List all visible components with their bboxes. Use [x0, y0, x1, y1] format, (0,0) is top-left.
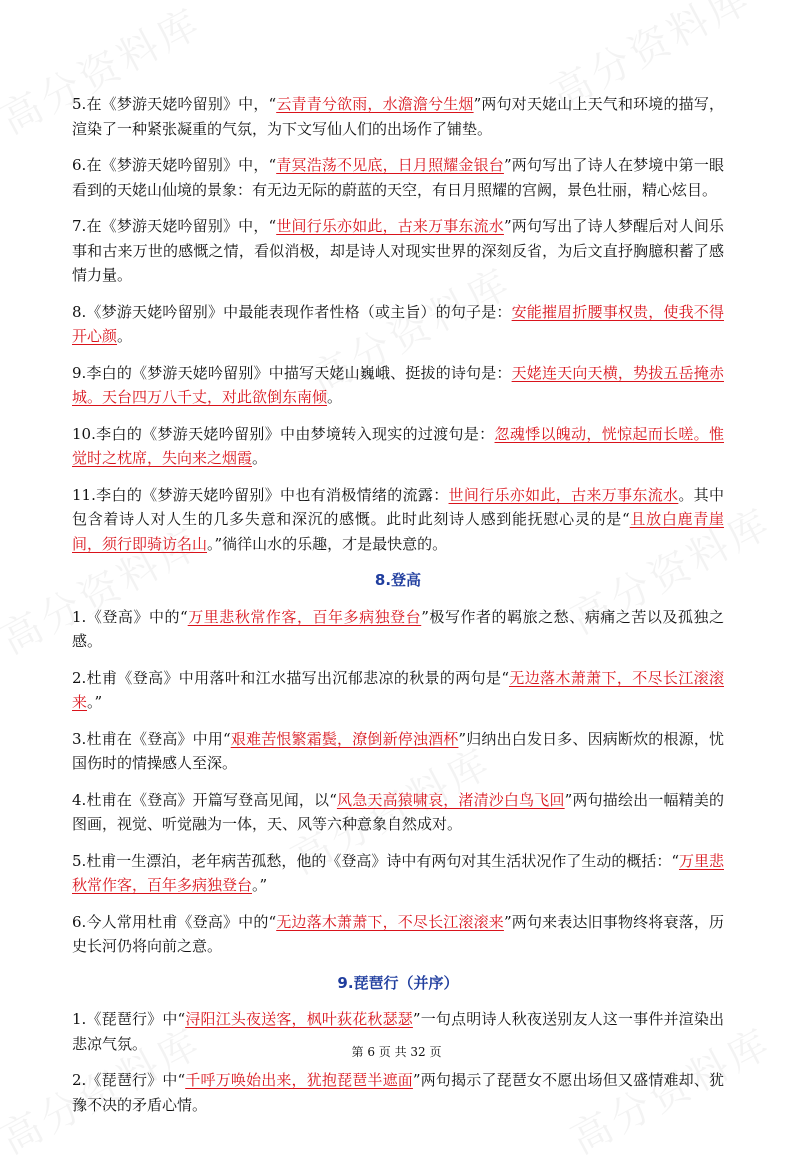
answer-text: 浔阳江头夜送客，枫叶荻花秋瑟瑟	[185, 1010, 413, 1028]
answer-text: 风急天高猿啸哀，渚清沙白鸟飞回	[336, 790, 565, 809]
question-item: 2.《琵琶行》中“千呼万唤始出来，犹抱琵琶半遮面”两句揭示了琵琶女不愿出场但又盛情难却、犹豫不决的矛盾心情。	[72, 1071, 725, 1114]
question-item: 3.杜甫在《登高》中用“艰难苦恨繁霜鬓，潦倒新停浊酒杯”归纳出白发日多、因病断炊的根源，忧国伤时的情操感人至深。	[72, 729, 724, 772]
question-item: 9.李白的《梦游天姥吟留别》中描写天姥山巍峨、挺拔的诗句是：天姥连天向天横，势拔五岳掩赤城。天台四万八千丈，对此欲倒东南倾。	[72, 363, 724, 406]
answer-text: 艰难苦恨繁霜鬓，潦倒新停浊酒杯	[230, 729, 459, 748]
page-footer: 第 6 页 共 32 页	[351, 1045, 442, 1059]
question-item: 6.在《梦游天姥吟留别》中，“青冥浩荡不见底，日月照耀金银台”两句写出了诗人在梦境中第一眼看到的天姥山仙境的景象：有无边无际的蔚蓝的天空，有日月照耀的宫阙，景色壮丽，精心炫目。	[72, 156, 724, 199]
question-item: 5.在《梦游天姥吟留别》中，“云青青兮欲雨，水澹澹兮生烟”两句对天姥山上天气和环境的描写，渲染了一种紧张凝重的气氛，为下文写仙人们的出场作了铺垫。	[72, 95, 724, 138]
answer-text: 无边落木萧萧下，不尽长江滚滚来	[276, 912, 504, 931]
answer-text: 千呼万唤始出来，犹抱琵琶半遮面	[185, 1071, 413, 1089]
answer-text: 安能摧眉折腰事权贵，使我不得开心颜	[72, 302, 724, 345]
answer-text: 万里悲秋常作客，百年多病独登台	[187, 607, 422, 626]
answer-text: 忽魂悸以魄动，恍惊起而长嗟。惟觉时之枕席，失向来之烟霞	[72, 424, 724, 467]
question-list-denggao	[72, 605, 724, 959]
answer-text: 世间行乐亦如此，古来万事东流水	[276, 217, 504, 235]
question-item: 8.《梦游天姥吟留别》中最能表现作者性格（或主旨）的句子是：安能摧眉折腰事权贵，使我不得开心颜。	[72, 302, 724, 345]
question-item: 11.李白的《梦游天姥吟留别》中也有消极情绪的流露：世间行乐亦如此，古来万事东流水。其中包含着诗人对人生的几多失意和深沉的感慨。此时此刻诗人感到能抚慰心灵的是“且放白鹿青崖间，须行即骑访名山。”徜徉山水的乐趣，才是最快意的。	[72, 485, 724, 553]
question-item: 2.杜甫《登高》中用落叶和江水描写出沉郁悲凉的秋景的两句是“无边落木萧萧下，不尽长江滚滚来。”	[72, 668, 724, 711]
answer-text: 无边落木萧萧下，不尽长江滚滚来	[72, 668, 724, 711]
question-list-dream	[72, 92, 724, 556]
answer-text: 云青青兮欲雨，水澹澹兮生烟	[276, 95, 474, 113]
question-item: 10.李白的《梦游天姥吟留别》中由梦境转入现实的过渡句是：忽魂悸以魄动，恍惊起而长嗟。惟觉时之枕席，失向来之烟霞。	[72, 424, 724, 467]
question-item: 6.今人常用杜甫《登高》中的“无边落木萧萧下，不尽长江滚滚来”两句来表达旧事物终将衰落，历史长河仍将向前之意。	[72, 912, 724, 955]
answer-text: 青冥浩荡不见底，日月照耀金银台	[276, 156, 504, 174]
question-item: 1.《琵琶行》中“浔阳江头夜送客，枫叶荻花秋瑟瑟”一句点明诗人秋夜送别友人这一事件并渲染出悲凉气氛。	[72, 1010, 725, 1053]
question-item: 5.杜甫一生漂泊，老年病苦孤愁，他的《登高》诗中有两句对其生活状况作了生动的概括：“万里悲秋常作客，百年多病独登台。”	[72, 851, 724, 894]
section-heading: 8.登高	[374, 571, 422, 589]
answer-text: 世间行乐亦如此，古来万事东流水	[448, 485, 679, 504]
answer-text: 万里悲秋常作客，百年多病独登台	[72, 851, 724, 894]
question-item: 4.杜甫在《登高》开篇写登高见闻，以“风急天高猿啸哀，渚清沙白鸟飞回”两句描绘出一幅精美的图画，视觉、听觉融为一体，天、风等六种意象自然成对。	[72, 790, 724, 833]
question-item: 7.在《梦游天姥吟留别》中，“世间行乐亦如此，古来万事东流水”两句写出了诗人梦醒后对人间乐事和古来万世的感慨之情，看似消极，却是诗人对现实世界的深刻反省，为后文直抒胸臆积蓄了感情力量。	[72, 217, 724, 284]
question-item: 1.《登高》中的“万里悲秋常作客，百年多病独登台”极写作者的羁旅之愁、病痛之苦以及孤独之感。	[72, 607, 724, 650]
page-body	[72, 92, 724, 1129]
question-list-pipa	[72, 1007, 724, 1117]
answer-text: 且放白鹿青崖间，须行即骑访名山	[72, 510, 724, 553]
answer-text: 天姥连天向天横，势拔五岳掩赤城。天台四万八千丈，对此欲倒东南倾	[72, 363, 724, 406]
section-heading: 9.琵琶行（并序）	[337, 973, 459, 992]
